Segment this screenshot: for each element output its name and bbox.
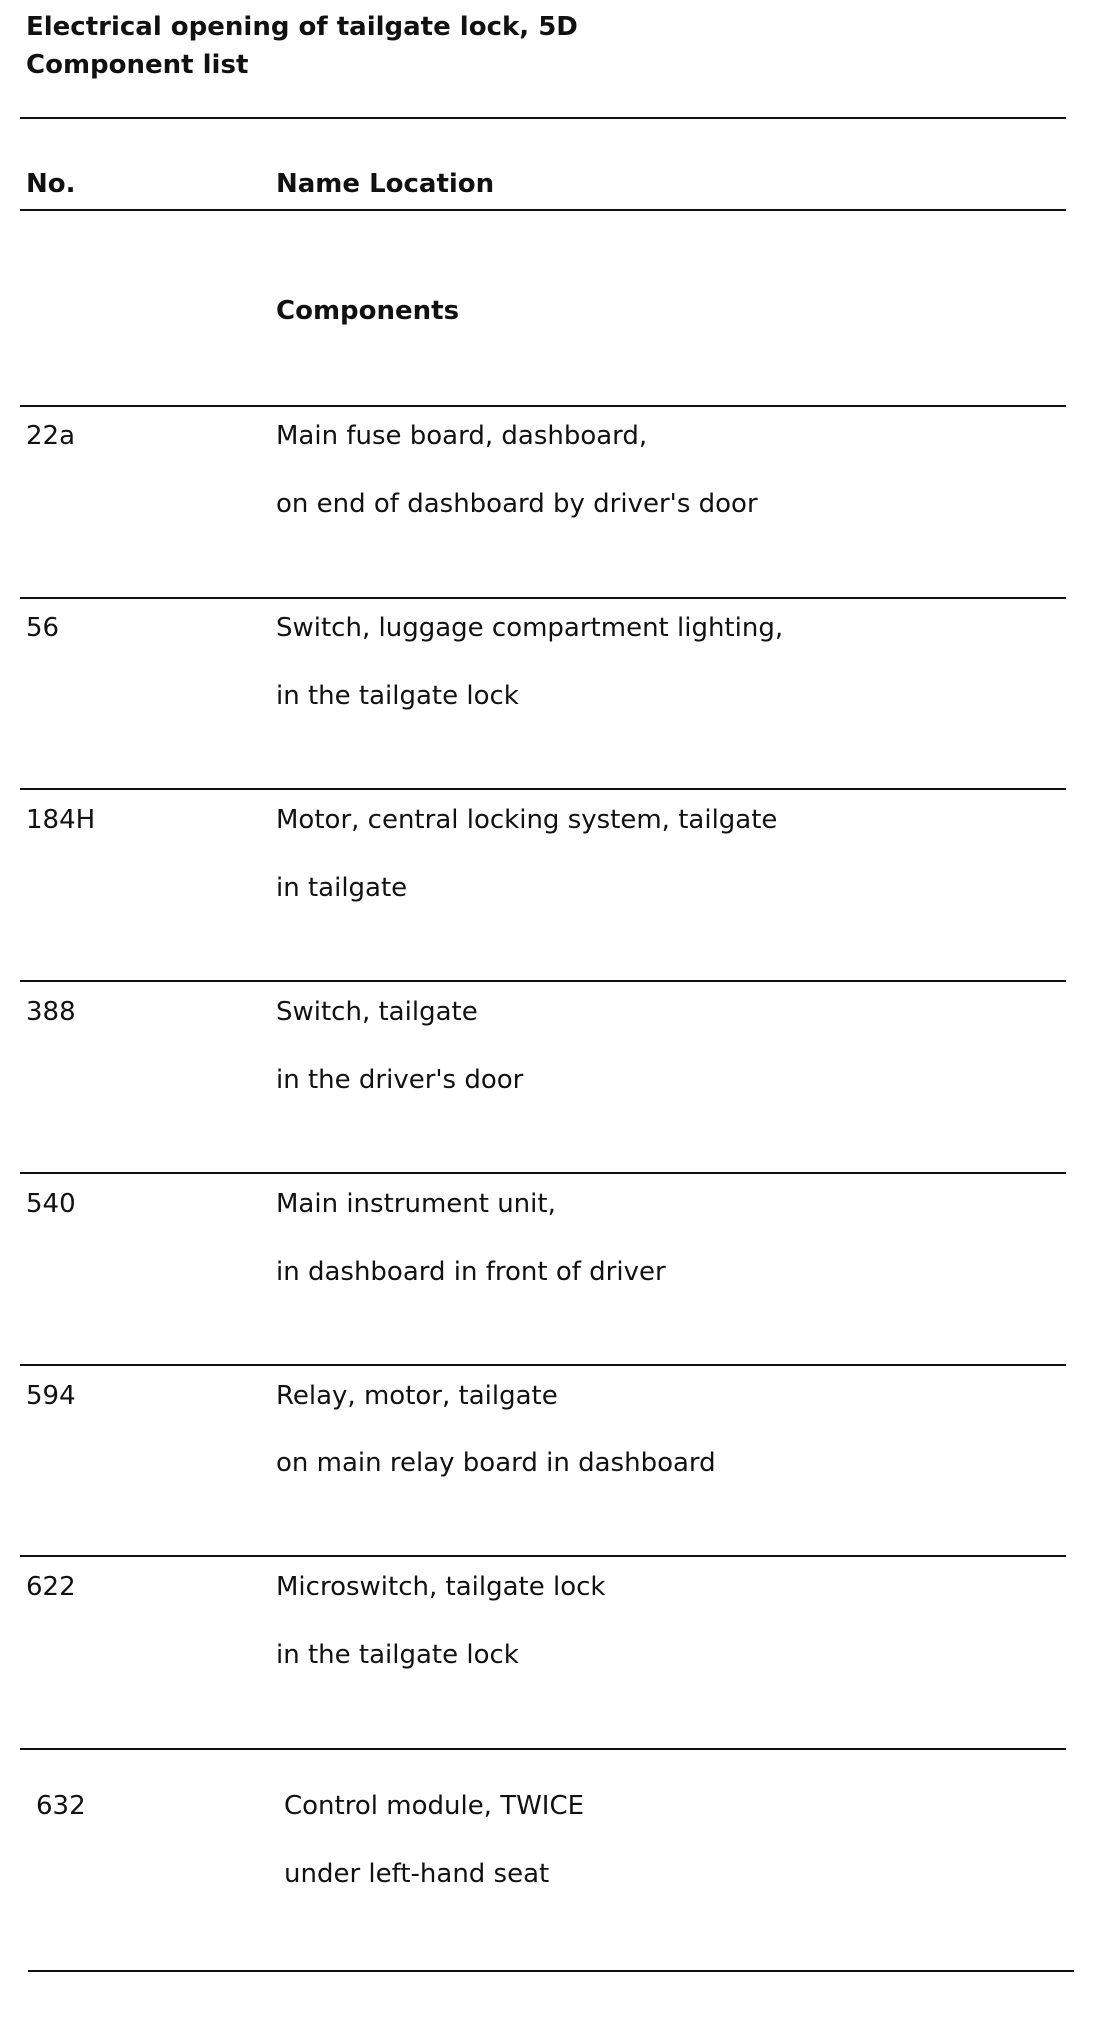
row-name: Main fuse board, dashboard,	[276, 421, 648, 451]
row-name: Switch, luggage compartment lighting,	[276, 613, 784, 643]
row-number: 632	[36, 1791, 86, 1821]
row-name: Control module, TWICE	[284, 1791, 585, 1821]
section-heading: Components	[276, 296, 460, 326]
row-name: Switch, tailgate	[276, 997, 478, 1027]
row-name: Microswitch, tailgate lock	[276, 1572, 606, 1602]
row-name: Main instrument unit,	[276, 1189, 556, 1219]
row-location: in dashboard in front of driver	[276, 1257, 666, 1287]
divider	[20, 405, 1066, 407]
divider	[28, 1970, 1074, 1972]
document-subtitle: Component list	[26, 50, 249, 80]
column-header-name-location: Name Location	[276, 169, 495, 199]
row-number: 22a	[26, 421, 76, 451]
row-number: 622	[26, 1572, 76, 1602]
divider	[20, 1172, 1066, 1174]
divider	[20, 1748, 1066, 1750]
row-number: 594	[26, 1381, 76, 1411]
document-header	[26, 8, 578, 84]
divider	[20, 597, 1066, 599]
row-number: 184H	[26, 805, 96, 835]
row-number: 388	[26, 997, 76, 1027]
row-number: 56	[26, 613, 60, 643]
row-name: Relay, motor, tailgate	[276, 1381, 558, 1411]
document-title: Electrical opening of tailgate lock, 5D	[26, 12, 578, 42]
row-location: on main relay board in dashboard	[276, 1448, 716, 1478]
column-header-no: No.	[26, 169, 76, 199]
row-location: on end of dashboard by driver's door	[276, 489, 758, 519]
row-location: in the driver's door	[276, 1065, 524, 1095]
row-name: Motor, central locking system, tailgate	[276, 805, 778, 835]
row-number: 540	[26, 1189, 76, 1219]
divider	[20, 980, 1066, 982]
row-location: in tailgate	[276, 873, 408, 903]
divider	[20, 788, 1066, 790]
row-location: in the tailgate lock	[276, 681, 519, 711]
divider	[20, 1364, 1066, 1366]
divider	[20, 117, 1066, 119]
divider	[20, 209, 1066, 211]
row-location: in the tailgate lock	[276, 1640, 519, 1670]
row-location: under left-hand seat	[284, 1859, 550, 1889]
divider	[20, 1555, 1066, 1557]
